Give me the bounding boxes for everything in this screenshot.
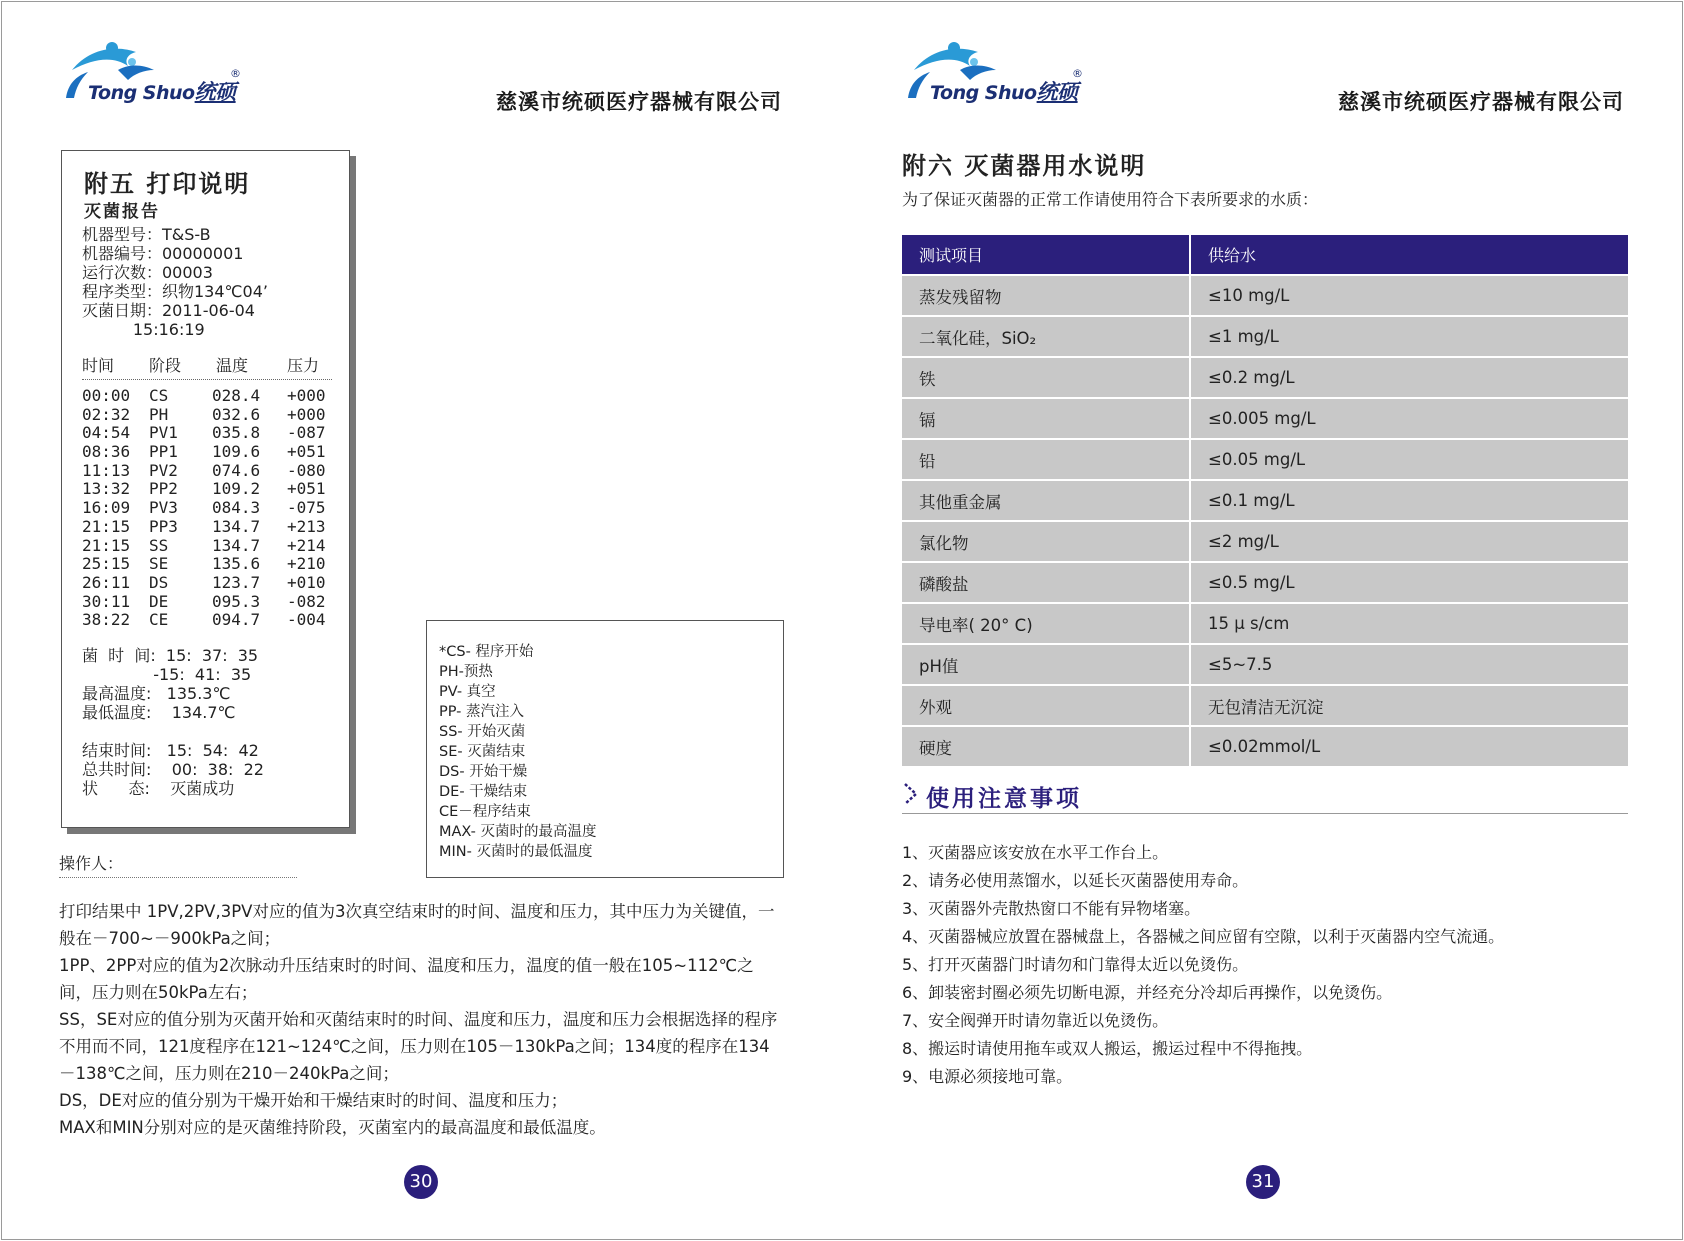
table-cell-item: 氯化物 — [902, 521, 1190, 562]
note-item: 8、搬运时请使用拖车或双人搬运，搬运过程中不得拖拽。 — [902, 1039, 1313, 1058]
receipt-cell: 135.6 — [212, 554, 261, 574]
receipt-cell: DE — [149, 591, 169, 611]
table-cell-item: 导电率( 20° C) — [902, 603, 1190, 644]
table-row — [902, 603, 1628, 644]
receipt-cell: 04:54 — [82, 423, 131, 443]
receipt-cell: 38:22 — [82, 610, 131, 630]
note-item: 1、灭菌器应该安放在水平工作台上。 — [902, 843, 1169, 862]
company-logo — [900, 40, 1100, 110]
table-cell-value: ≤0.05 mg/L — [1190, 439, 1628, 480]
explanation-paragraph: MAX和MIN分别对应的是灭菌维持阶段，灭菌室内的最高温度和最低温度。 — [59, 1118, 606, 1137]
legend-item: PV- 真空 — [439, 684, 496, 700]
receipt-row — [82, 423, 342, 442]
receipt-row — [82, 461, 342, 480]
registered-mark: ® — [230, 67, 241, 80]
receipt-meta-line: 程序类型：织物134℃04’ — [82, 282, 268, 301]
column-header-stage: 阶段 — [149, 356, 182, 375]
table-cell-item: 蒸发残留物 — [902, 275, 1190, 316]
receipt-cell: 11:13 — [82, 460, 131, 480]
table-cell-value: ≤0.1 mg/L — [1190, 480, 1628, 521]
receipt-row — [82, 498, 342, 517]
receipt-cell: PV1 — [149, 423, 178, 443]
chevron-right-icon — [902, 782, 922, 806]
legend-item: SS- 开始灭菌 — [439, 724, 526, 740]
receipt-cell: 08:36 — [82, 442, 131, 462]
receipt-cell: 16:09 — [82, 498, 131, 518]
note-item: 6、卸装密封圈必须先切断电源，并经充分冷却后再操作，以免烫伤。 — [902, 983, 1393, 1002]
receipt-cell: 028.4 — [212, 386, 261, 405]
receipt-cell: 30:11 — [82, 591, 131, 611]
column-header-time: 时间 — [82, 356, 115, 375]
receipt-meta-line: 机器型号：T&S-B — [82, 225, 211, 244]
table-cell-value: ≤5~7.5 — [1190, 644, 1628, 685]
table-cell-item: 二氧化硅，SiO₂ — [902, 316, 1190, 357]
receipt-cell: 00:00 — [82, 386, 131, 405]
company-logo — [58, 40, 258, 110]
table-cell-value: ≤0.5 mg/L — [1190, 562, 1628, 603]
receipt-meta-line: 灭菌日期：2011-06-04 — [82, 301, 255, 320]
section-title: 附六 灭菌器用水说明 — [902, 152, 1147, 180]
receipt-cell: 134.7 — [212, 516, 261, 536]
table-cell-item: 镉 — [902, 398, 1190, 439]
receipt-cell: 21:15 — [82, 535, 131, 555]
explanation-paragraph: DS，DE对应的值分别为干燥开始和干燥结束时的时间、温度和压力； — [59, 1091, 568, 1110]
receipt-row — [82, 554, 342, 573]
receipt-cell: SS — [149, 535, 169, 555]
water-quality-table — [902, 235, 1628, 766]
receipt-cell: PP1 — [149, 442, 178, 462]
receipt-cell: PP3 — [149, 516, 178, 536]
receipt-cell: DS — [149, 572, 169, 592]
receipt-row — [82, 405, 342, 424]
table-row — [902, 726, 1628, 766]
receipt-cell: 26:11 — [82, 572, 131, 592]
section-intro: 为了保证灭菌器的正常工作请使用符合下表所要求的水质： — [902, 190, 1319, 209]
receipt-cell: +010 — [287, 572, 326, 592]
table-row — [902, 521, 1628, 562]
receipt-cell: 21:15 — [82, 516, 131, 536]
receipt-cell: PH — [149, 404, 169, 424]
receipt-cell: 123.7 — [212, 572, 261, 592]
receipt-row — [82, 442, 342, 461]
receipt-cell: 084.3 — [212, 498, 261, 518]
table-row — [902, 685, 1628, 726]
receipt-row — [82, 592, 342, 611]
company-name: 慈溪市统硕医疗器械有限公司 — [1338, 90, 1624, 114]
table-body — [902, 275, 1628, 766]
receipt-row — [82, 479, 342, 498]
receipt-cell: +213 — [287, 516, 326, 536]
receipt-cell: 02:32 — [82, 404, 131, 424]
receipt-summary-line: 状 态: 灭菌成功 — [82, 779, 235, 798]
legend-item: MIN- 灭菌时的最低温度 — [439, 844, 593, 860]
legend-item: *CS- 程序开始 — [439, 644, 534, 660]
table-cell-value: 无包清洁无沉淀 — [1190, 685, 1628, 726]
table-cell-value: ≤10 mg/L — [1190, 275, 1628, 316]
page-number: 30 — [404, 1165, 438, 1199]
note-item: 3、灭菌器外壳散热窗口不能有异物堵塞。 — [902, 899, 1201, 918]
receipt-cell: 109.6 — [212, 442, 261, 462]
receipt-cell: 25:15 — [82, 554, 131, 574]
table-cell-value: ≤2 mg/L — [1190, 521, 1628, 562]
receipt-cell: 032.6 — [212, 404, 261, 424]
receipt-summary-line: 结束时间: 15: 54: 42 — [82, 741, 259, 760]
receipt-cell: 095.3 — [212, 591, 261, 611]
table-cell-value: ≤0.02mmol/L — [1190, 726, 1628, 766]
receipt-title: 附五 打印说明 — [84, 170, 251, 198]
receipt-row — [82, 517, 342, 536]
receipt-row — [82, 610, 342, 629]
explanation-paragraph: SS，SE对应的值分别为灭菌开始和灭菌结束时的时间、温度和压力，温度和压力会根据选择的程序不用而不同，121度程序在121~124℃之间，压力则在105－130kPa之间；134度的程序在134－138℃之间，压力则在210－240kPa之间； — [59, 1010, 778, 1083]
legend-item: SE- 灭菌结束 — [439, 744, 526, 760]
column-header-temp: 温度 — [216, 356, 249, 375]
receipt-cell: -075 — [287, 498, 326, 518]
receipt-divider — [82, 379, 332, 380]
table-row — [902, 480, 1628, 521]
receipt-cell: CS — [149, 386, 169, 405]
table-cell-item: 铁 — [902, 357, 1190, 398]
explanation-paragraph: 1PP、2PP对应的值为2次脉动升压结束时的时间、温度和压力，温度的值一般在105~112℃之间，压力则在50kPa左右； — [59, 956, 754, 1002]
table-header-row — [902, 235, 1628, 275]
receipt-row — [82, 536, 342, 555]
receipt-cell: +000 — [287, 404, 326, 424]
table-header-value: 供给水 — [1190, 235, 1628, 275]
registered-mark: ® — [1072, 67, 1083, 80]
table-row — [902, 644, 1628, 685]
legend-item: DS- 开始干燥 — [439, 764, 528, 780]
table-cell-item: 硬度 — [902, 726, 1190, 766]
note-item: 5、打开灭菌器门时请勿和门靠得太近以免烫伤。 — [902, 955, 1249, 974]
receipt-row — [82, 386, 342, 405]
receipt-summary-line: -15: 41: 35 — [82, 665, 252, 684]
receipt-cell: -004 — [287, 610, 326, 630]
table-row — [902, 398, 1628, 439]
table-cell-value: ≤1 mg/L — [1190, 316, 1628, 357]
receipt-cell: 074.6 — [212, 460, 261, 480]
table-cell-item: pH值 — [902, 644, 1190, 685]
receipt-cell: 13:32 — [82, 479, 131, 499]
receipt-subtitle: 灭菌报告 — [84, 202, 160, 222]
table-cell-item: 铅 — [902, 439, 1190, 480]
legend-item: MAX- 灭菌时的最高温度 — [439, 824, 597, 840]
receipt-cell: +210 — [287, 554, 326, 574]
note-item: 7、安全阀弹开时请勿靠近以免烫伤。 — [902, 1011, 1169, 1030]
table-cell-value: ≤0.005 mg/L — [1190, 398, 1628, 439]
receipt-meta-line: 机器编号：00000001 — [82, 244, 244, 263]
receipt-meta-line: 运行次数：00003 — [82, 263, 213, 282]
receipt-cell: PP2 — [149, 479, 178, 499]
operator-label: 操作人： — [59, 854, 124, 873]
legend-item: PP- 蒸汽注入 — [439, 704, 525, 720]
receipt-cell: +000 — [287, 386, 326, 405]
receipt-cell: PV2 — [149, 460, 178, 480]
notes-title: 使用注意事项 — [926, 786, 1082, 812]
table-cell-item: 磷酸盐 — [902, 562, 1190, 603]
table-cell-value: ≤0.2 mg/L — [1190, 357, 1628, 398]
receipt-cell: CE — [149, 610, 169, 630]
legend-item: PH-预热 — [439, 664, 493, 680]
table-row — [902, 562, 1628, 603]
receipt-cell: 094.7 — [212, 610, 261, 630]
table-row — [902, 357, 1628, 398]
note-item: 4、灭菌器械应放置在器械盘上，各器械之间应留有空隙，以利于灭菌器内空气流通。 — [902, 927, 1505, 946]
receipt-cell: PV3 — [149, 498, 178, 518]
operator-signature-line — [59, 877, 297, 878]
abbreviation-legend — [426, 620, 784, 878]
receipt-cell: +051 — [287, 479, 326, 499]
receipt-cell: -080 — [287, 460, 326, 480]
receipt-meta-line: 15:16:19 — [82, 320, 205, 339]
receipt-cell: SE — [149, 554, 169, 574]
receipt-cell: +214 — [287, 535, 326, 555]
notes-divider — [902, 813, 1628, 814]
receipt-summary-line: 总共时间: 00: 38: 22 — [82, 760, 264, 779]
receipt-summary-line: 菌 时 间: 15: 37: 35 — [82, 646, 259, 665]
company-name: 慈溪市统硕医疗器械有限公司 — [496, 90, 782, 114]
column-header-pressure: 压力 — [287, 356, 320, 375]
logo-text: Tong Shuo统硕 — [88, 80, 236, 104]
receipt-summary-line: 最高温度: 135.3℃ — [82, 684, 231, 703]
logo-text: Tong Shuo统硕 — [930, 80, 1078, 104]
receipt-cell: -082 — [287, 591, 326, 611]
table-row — [902, 316, 1628, 357]
page-number: 31 — [1246, 1165, 1280, 1199]
table-cell-item: 其他重金属 — [902, 480, 1190, 521]
receipt-cell: +051 — [287, 442, 326, 462]
note-item: 2、请务必使用蒸馏水，以延长灭菌器使用寿命。 — [902, 871, 1249, 890]
table-cell-value: 15 μ s/cm — [1190, 603, 1628, 644]
receipt-cell: 134.7 — [212, 535, 261, 555]
note-item: 9、电源必须接地可靠。 — [902, 1067, 1073, 1086]
table-row — [902, 275, 1628, 316]
legend-item: CE－程序结束 — [439, 804, 531, 820]
explanation-paragraph: 打印结果中 1PV,2PV,3PV对应的值为3次真空结束时的时间、温度和压力，其中压力为关键值，一般在－700~－900kPa之间； — [59, 902, 775, 948]
receipt-cell: 109.2 — [212, 479, 261, 499]
page-right — [842, 0, 1684, 1241]
table-header-item: 测试项目 — [902, 235, 1190, 275]
print-receipt — [61, 150, 350, 828]
receipt-summary-line: 最低温度: 134.7℃ — [82, 703, 236, 722]
table-cell-item: 外观 — [902, 685, 1190, 726]
receipt-rows — [82, 386, 342, 629]
receipt-cell: 035.8 — [212, 423, 261, 443]
legend-item: DE- 干燥结束 — [439, 784, 528, 800]
receipt-row — [82, 573, 342, 592]
table-row — [902, 439, 1628, 480]
receipt-cell: -087 — [287, 423, 326, 443]
